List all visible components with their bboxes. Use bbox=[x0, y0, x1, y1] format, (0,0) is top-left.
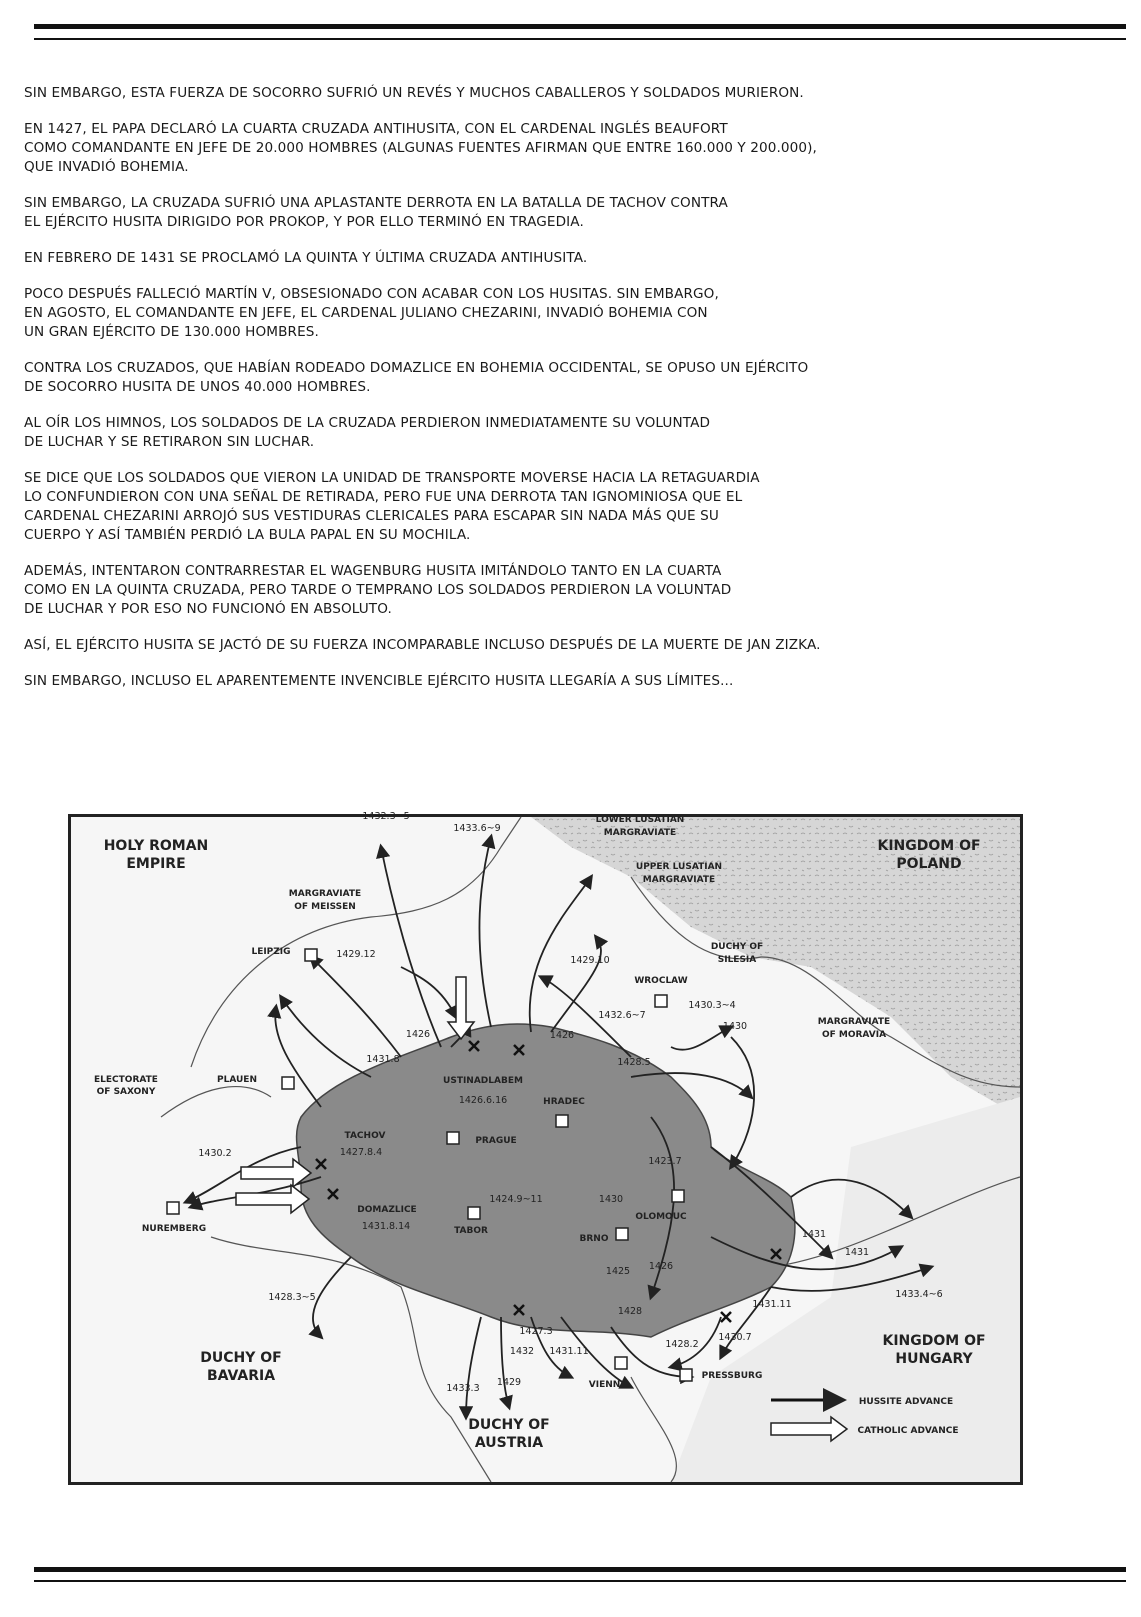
battle-tachov-date: 1427.8.4 bbox=[339, 1147, 383, 1158]
city-plauen-label: PLAUEN bbox=[216, 1075, 258, 1085]
bottom-rule-thin bbox=[34, 1580, 1126, 1582]
city-tabor-label: TABOR bbox=[454, 1226, 488, 1236]
date-label: 1429.10 bbox=[570, 955, 610, 966]
city-pressburg-label: PRESSBURG bbox=[701, 1371, 763, 1381]
plauen-marker bbox=[282, 1077, 294, 1089]
tabor-marker bbox=[468, 1207, 480, 1219]
date-label: 1431.11 bbox=[549, 1346, 589, 1357]
region-austria-line2: AUSTRIA bbox=[474, 1435, 544, 1451]
date-label: 1428 bbox=[617, 1306, 643, 1317]
date-label: 1432.3~5 bbox=[362, 811, 410, 822]
region-bavaria-line2: BAVARIA bbox=[206, 1368, 276, 1384]
paragraph-1: SIN EMBARGO, ESTA FUERZA DE SOCORRO SUFRIÓ UN REVÉS Y MUCHOS CABALLEROS Y SOLDADOS MURIERON. bbox=[24, 85, 804, 101]
battle-domazlice-date: 1431.8.14 bbox=[361, 1221, 411, 1232]
paragraph-3: SIN EMBARGO, LA CRUZADA SUFRIÓ UNA APLASTANTE DERROTA EN LA BATALLA DE TACHOV CONTRA EL EJÉRCITO HUSITA DIRIGIDO POR PROKOP, Y POR ELLO TERMINÓ EN TRAGEDIA. bbox=[24, 195, 728, 230]
prague-marker bbox=[447, 1132, 459, 1144]
city-nuremberg-label: NUREMBERG bbox=[141, 1224, 207, 1234]
city-wroclaw-label: WROCLAW bbox=[634, 976, 688, 986]
date-label: 1426 bbox=[648, 1261, 674, 1272]
battle-ustinadlabem-date: 1426.6.16 bbox=[458, 1095, 508, 1106]
olomouc-marker bbox=[672, 1190, 684, 1202]
date-label: 1426 bbox=[405, 1029, 431, 1040]
city-prague-label: PRAGUE bbox=[475, 1136, 517, 1146]
region-moravia-line1: MARGRAVIATE bbox=[817, 1017, 891, 1027]
city-leipzig-label: LEIPZIG bbox=[251, 947, 291, 957]
date-label: 1423.7 bbox=[648, 1156, 682, 1167]
region-hungary-line2: HUNGARY bbox=[895, 1351, 973, 1367]
paragraph-2: EN 1427, EL PAPA DECLARÓ LA CUARTA CRUZADA ANTIHUSITA, CON EL CARDENAL INGLÉS BEAUFORT COMO COMANDANTE EN JEFE DE 20.000 HOMBRES (ALGUNAS FUENTES AFIRMAN QUE ENTRE 160.000 Y 200.000), QUE INVADIÓ BOHEMIA. bbox=[24, 121, 817, 175]
region-silesia-line1: DUCHY OF bbox=[710, 942, 764, 952]
date-label: 1430 bbox=[598, 1194, 624, 1205]
legend-catholic-label: CATHOLIC ADVANCE bbox=[857, 1426, 959, 1436]
date-label: 1433.3 bbox=[446, 1383, 480, 1394]
date-label: 1430.3~4 bbox=[688, 1000, 736, 1011]
date-label: 1428.5 bbox=[617, 1057, 651, 1068]
city-olomouc-label: OLOMOUC bbox=[635, 1212, 687, 1222]
text-block bbox=[24, 84, 1114, 708]
region-hungary-line1: KINGDOM OF bbox=[882, 1333, 986, 1349]
date-label: 1430.2 bbox=[198, 1148, 232, 1159]
map-canvas bbox=[71, 811, 1020, 1482]
date-label: 1431 bbox=[801, 1229, 827, 1240]
date-label: 1432.6~7 bbox=[598, 1010, 646, 1021]
city-vienna-label: VIENNA bbox=[588, 1380, 628, 1390]
vienna-marker bbox=[615, 1357, 627, 1369]
paragraph-7: AL OÍR LOS HIMNOS, LOS SOLDADOS DE LA CRUZADA PERDIERON INMEDIATAMENTE SU VOLUNTAD DE LUCHAR Y SE RETIRARON SIN LUCHAR. bbox=[24, 415, 711, 450]
region-poland-line1: KINGDOM OF bbox=[877, 838, 981, 854]
hussite-campaign-map bbox=[68, 811, 1023, 1485]
top-rule-thin bbox=[34, 38, 1126, 40]
region-hre-line2: EMPIRE bbox=[126, 856, 186, 872]
region-poland-line2: POLAND bbox=[896, 856, 962, 872]
date-label: 1430 bbox=[722, 1021, 748, 1032]
paragraph-6: CONTRA LOS CRUZADOS, QUE HABÍAN RODEADO DOMAZLICE EN BOHEMIA OCCIDENTAL, SE OPUSO UN EJÉRCITO DE SOCORRO HUSITA DE UNOS 40.000 HOMBRES. bbox=[24, 360, 809, 395]
date-label: 1429 bbox=[496, 1377, 522, 1388]
region-hre-line1: HOLY ROMAN bbox=[103, 838, 209, 854]
region-lower-lusatia-line2: MARGRAVIATE bbox=[603, 828, 677, 838]
region-upper-lusatia-line2: MARGRAVIATE bbox=[642, 875, 716, 885]
date-label: 1429.12 bbox=[336, 949, 376, 960]
nuremberg-marker bbox=[167, 1202, 179, 1214]
region-meissen-line2: OF MEISSEN bbox=[294, 902, 356, 912]
wroclaw-marker bbox=[655, 995, 667, 1007]
region-austria-line1: DUCHY OF bbox=[468, 1417, 550, 1433]
paragraph-11: SIN EMBARGO, INCLUSO EL APARENTEMENTE INVENCIBLE EJÉRCITO HUSITA LLEGARÍA A SUS LÍMITES... bbox=[24, 673, 734, 689]
battle-domazlice-label: DOMAZLICE bbox=[357, 1205, 417, 1215]
paragraph-9: ADEMÁS, INTENTARON CONTRARRESTAR EL WAGENBURG HUSITA IMITÁNDOLO TANTO EN LA CUARTA COMO EN LA QUINTA CRUZADA, PERO TARDE O TEMPRANO LOS SOLDADOS PERDIERON LA VOLUNTAD DE LUCHAR Y POR ESO NO FUNCIONÓ EN ABSOLUTO. bbox=[24, 563, 732, 617]
paragraph-4: EN FEBRERO DE 1431 SE PROCLAMÓ LA QUINTA Y ÚLTIMA CRUZADA ANTIHUSITA. bbox=[24, 250, 588, 266]
pressburg-marker bbox=[680, 1369, 692, 1381]
date-label: 1428.2 bbox=[665, 1339, 699, 1350]
date-label: 1427.3 bbox=[519, 1326, 553, 1337]
region-saxony-line2: OF SAXONY bbox=[96, 1087, 156, 1097]
hradec-marker bbox=[556, 1115, 568, 1127]
region-upper-lusatia-line1: UPPER LUSATIAN bbox=[635, 862, 723, 872]
region-lower-lusatia-line1: LOWER LUSATIAN bbox=[595, 815, 685, 825]
date-label: 1424.9~11 bbox=[489, 1194, 543, 1205]
paragraph-8: SE DICE QUE LOS SOLDADOS QUE VIERON LA UNIDAD DE TRANSPORTE MOVERSE HACIA LA RETAGUARDIA LO CONFUNDIERON CON UNA SEÑAL DE RETIRADA, PERO FUE UNA DERROTA TAN IGNOMINIOSA QUE EL CARDENAL CHEZARINI ARROJÓ SUS VESTIDURAS CLERICALES PARA ESCAPAR SIN NADA MÁS QUE SU CUERPO Y ASÍ TAMBIÉN PERDIÓ LA BULA PAPAL EN SU MOCHILA. bbox=[24, 470, 760, 543]
paragraph-10: ASÍ, EL EJÉRCITO HUSITA SE JACTÓ DE SU FUERZA INCOMPARABLE INCLUSO DESPUÉS DE LA MUERTE DE JAN ZIZKA. bbox=[24, 637, 821, 653]
date-label: 1428.3~5 bbox=[268, 1292, 316, 1303]
date-label: 1433.4~6 bbox=[895, 1289, 943, 1300]
region-silesia-line2: SILESIA bbox=[717, 955, 757, 965]
region-bavaria-line1: DUCHY OF bbox=[200, 1350, 282, 1366]
city-brno-label: BRNO bbox=[579, 1234, 609, 1244]
battle-tachov-label: TACHOV bbox=[344, 1131, 386, 1141]
date-label: 1425 bbox=[605, 1266, 631, 1277]
top-rule-thick bbox=[34, 24, 1126, 29]
battle-ustinadlabem-label: USTINADLABEM bbox=[443, 1076, 523, 1086]
date-label: 1426 bbox=[549, 1030, 575, 1041]
date-label: 1431.8 bbox=[366, 1054, 400, 1065]
brno-marker bbox=[616, 1228, 628, 1240]
date-label: 1432 bbox=[509, 1346, 535, 1357]
date-label: 1431.11 bbox=[752, 1299, 792, 1310]
city-hradec-label: HRADEC bbox=[543, 1097, 585, 1107]
region-moravia-line2: OF MORAVIA bbox=[821, 1030, 887, 1040]
legend-hussite-label: HUSSITE ADVANCE bbox=[858, 1397, 954, 1407]
bottom-rule-thick bbox=[34, 1567, 1126, 1572]
date-label: 1431 bbox=[844, 1247, 870, 1258]
region-saxony-line1: ELECTORATE bbox=[94, 1075, 158, 1085]
leipzig-marker bbox=[305, 949, 317, 961]
paragraph-5: POCO DESPUÉS FALLECIÓ MARTÍN V, OBSESIONADO CON ACABAR CON LOS HUSITAS. SIN EMBARGO, EN AGOSTO, EL COMANDANTE EN JEFE, EL CARDENAL JULIANO CHEZARINI, INVADIÓ BOHEMIA CON UN GRAN EJÉRCITO DE 130.000 HOMBRES. bbox=[24, 286, 719, 340]
date-label: 1430.7 bbox=[718, 1332, 752, 1343]
date-label: 1433.6~9 bbox=[453, 823, 501, 834]
region-meissen-line1: MARGRAVIATE bbox=[288, 889, 362, 899]
